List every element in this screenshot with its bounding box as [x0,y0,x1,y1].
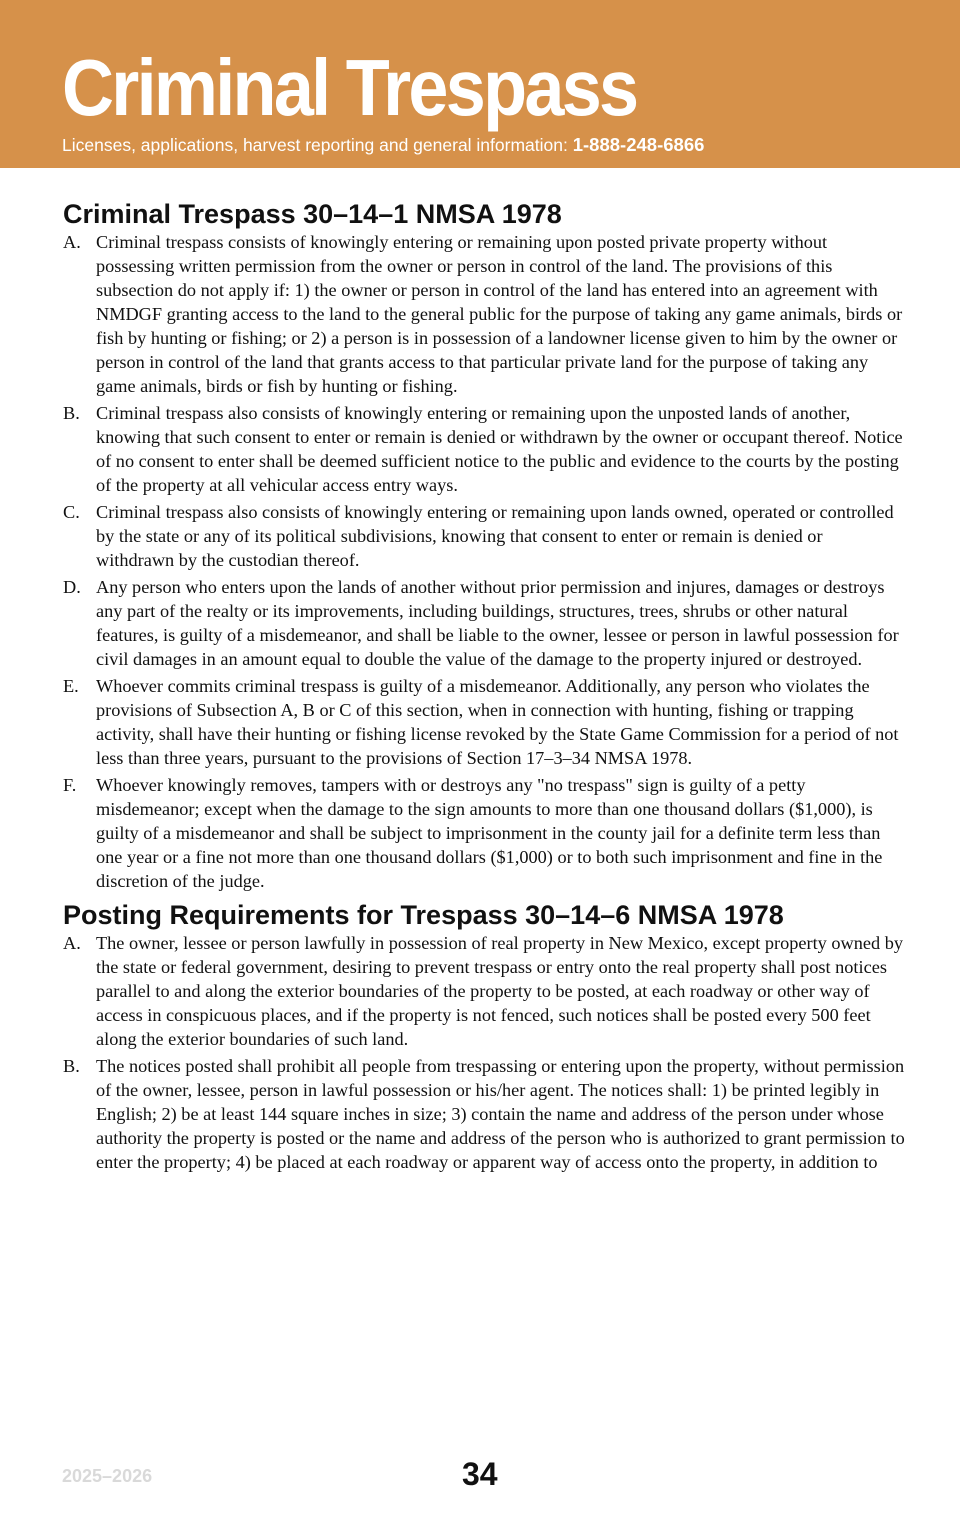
header-banner [0,0,960,168]
item-letter: C. [63,502,80,522]
statute-item [63,931,905,1051]
item-text: Whoever commits criminal trespass is guilty of a misdemeanor. Additionally, any person who violates the provisions of Subsection A, B or C of this section, when in connection with hunting, fishing or trapping activity, shall have their hunting or fishing license revoked by the State Game Commission for a period of not less than three years, pursuant to the provisions of Section 17–3–34 NMSA 1978. [96,676,899,768]
item-letter: F. [63,775,77,795]
phone-number: 1-888-248-6866 [572,134,705,155]
item-text: Criminal trespass consists of knowingly entering or remaining upon posted private property without possessing written permission from the owner or person in control of the land. The provisions of this subsection do not apply if: 1) the owner or person in control of the land has entered into an agreement with NMDGF granting access to the land to the general public for the purpose of taking any game animals, birds or fish by hunting or fishing; or 2) a person is in possession of a landowner license given to him by the owner or person in control of the land that grants access to that particular private land for the purpose of taking any game animals, birds or fish by hunting or fishing. [96,232,903,396]
item-letter: A. [63,232,81,252]
statute-item [63,674,905,770]
statute-item [63,401,905,497]
statute-item [63,575,905,671]
item-letter: B. [63,403,80,423]
criminal-trespass-section [63,198,905,893]
section-heading: Criminal Trespass 30–14–1 NMSA 1978 [63,199,562,229]
posting-requirements-section [63,899,905,1174]
item-text: Criminal trespass also consists of knowingly entering or remaining upon the unposted lands of another, knowing that such consent to enter or remain is denied or withdrawn by the owner or occupant thereof. Notice of no consent to enter shall be deemed sufficient notice to the public and evidence to the courts by the posting of the property at all vehicular access entry ways. [96,403,903,495]
main-content [63,198,905,1177]
statute-item [63,1054,905,1174]
item-letter: D. [63,577,81,597]
item-text: The notices posted shall prohibit all people from trespassing or entering upon the property, without permission of the owner, lessee, person in lawful possession or his/her agent. The notices shall: 1) be printed legibly in English; 2) be at least 144 square inches in size; 3) contain the name and address of the person under whose authority the property is posted or the name and address of the person who is authorized to grant permission to enter the property; 4) be placed at each roadway or apparent way of access onto the property, in addition to [96,1056,905,1172]
statute-item [63,230,905,398]
item-text: The owner, lessee or person lawfully in possession of real property in New Mexico, except property owned by the state or federal government, desiring to prevent trespass or entry onto the real property shall post notices parallel to and along the exterior boundaries of the property to be posted, at each roadway or other way of access in conspicuous places, and if the property is not fenced, such notices shall be posted every 500 feet along the exterior boundaries of such land. [96,933,903,1049]
item-letter: B. [63,1056,80,1076]
contact-line [62,134,704,156]
section-heading: Posting Requirements for Trespass 30–14–6 NMSA 1978 [63,900,784,930]
footer-year: 2025–2026 [62,1466,153,1486]
item-letter: A. [63,933,81,953]
statute-item [63,773,905,893]
item-text: Any person who enters upon the lands of another without prior permission and injures, damages or destroys any part of the realty or its improvements, including buildings, structures, trees, shrubs or other natural features, is guilty of a misdemeanor, and shall be liable to the owner, lessee or person in lawful possession for civil damages in an amount equal to double the value of the damage to the property injured or destroyed. [96,577,899,669]
statute-item [63,500,905,572]
contact-text: Licenses, applications, harvest reporting and general information: [62,135,568,155]
page-number: 34 [462,1456,498,1492]
page-title: Criminal Trespass [62,43,637,132]
item-letter: E. [63,676,79,696]
item-text: Criminal trespass also consists of knowingly entering or remaining upon lands owned, operated or controlled by the state or any of its political subdivisions, knowing that consent to enter or remain is denied or withdrawn by the custodian thereof. [96,502,894,570]
item-text: Whoever knowingly removes, tampers with or destroys any "no trespass" sign is guilty of a petty misdemeanor; except when the damage to the sign amounts to more than one thousand dollars ($1,000), is guilty of a misdemeanor and shall be subject to imprisonment in the county jail for a definite term less than one year or a fine not more than one thousand dollars ($1,000) or to both such imprisonment and fine in the discretion of the judge. [96,775,883,891]
